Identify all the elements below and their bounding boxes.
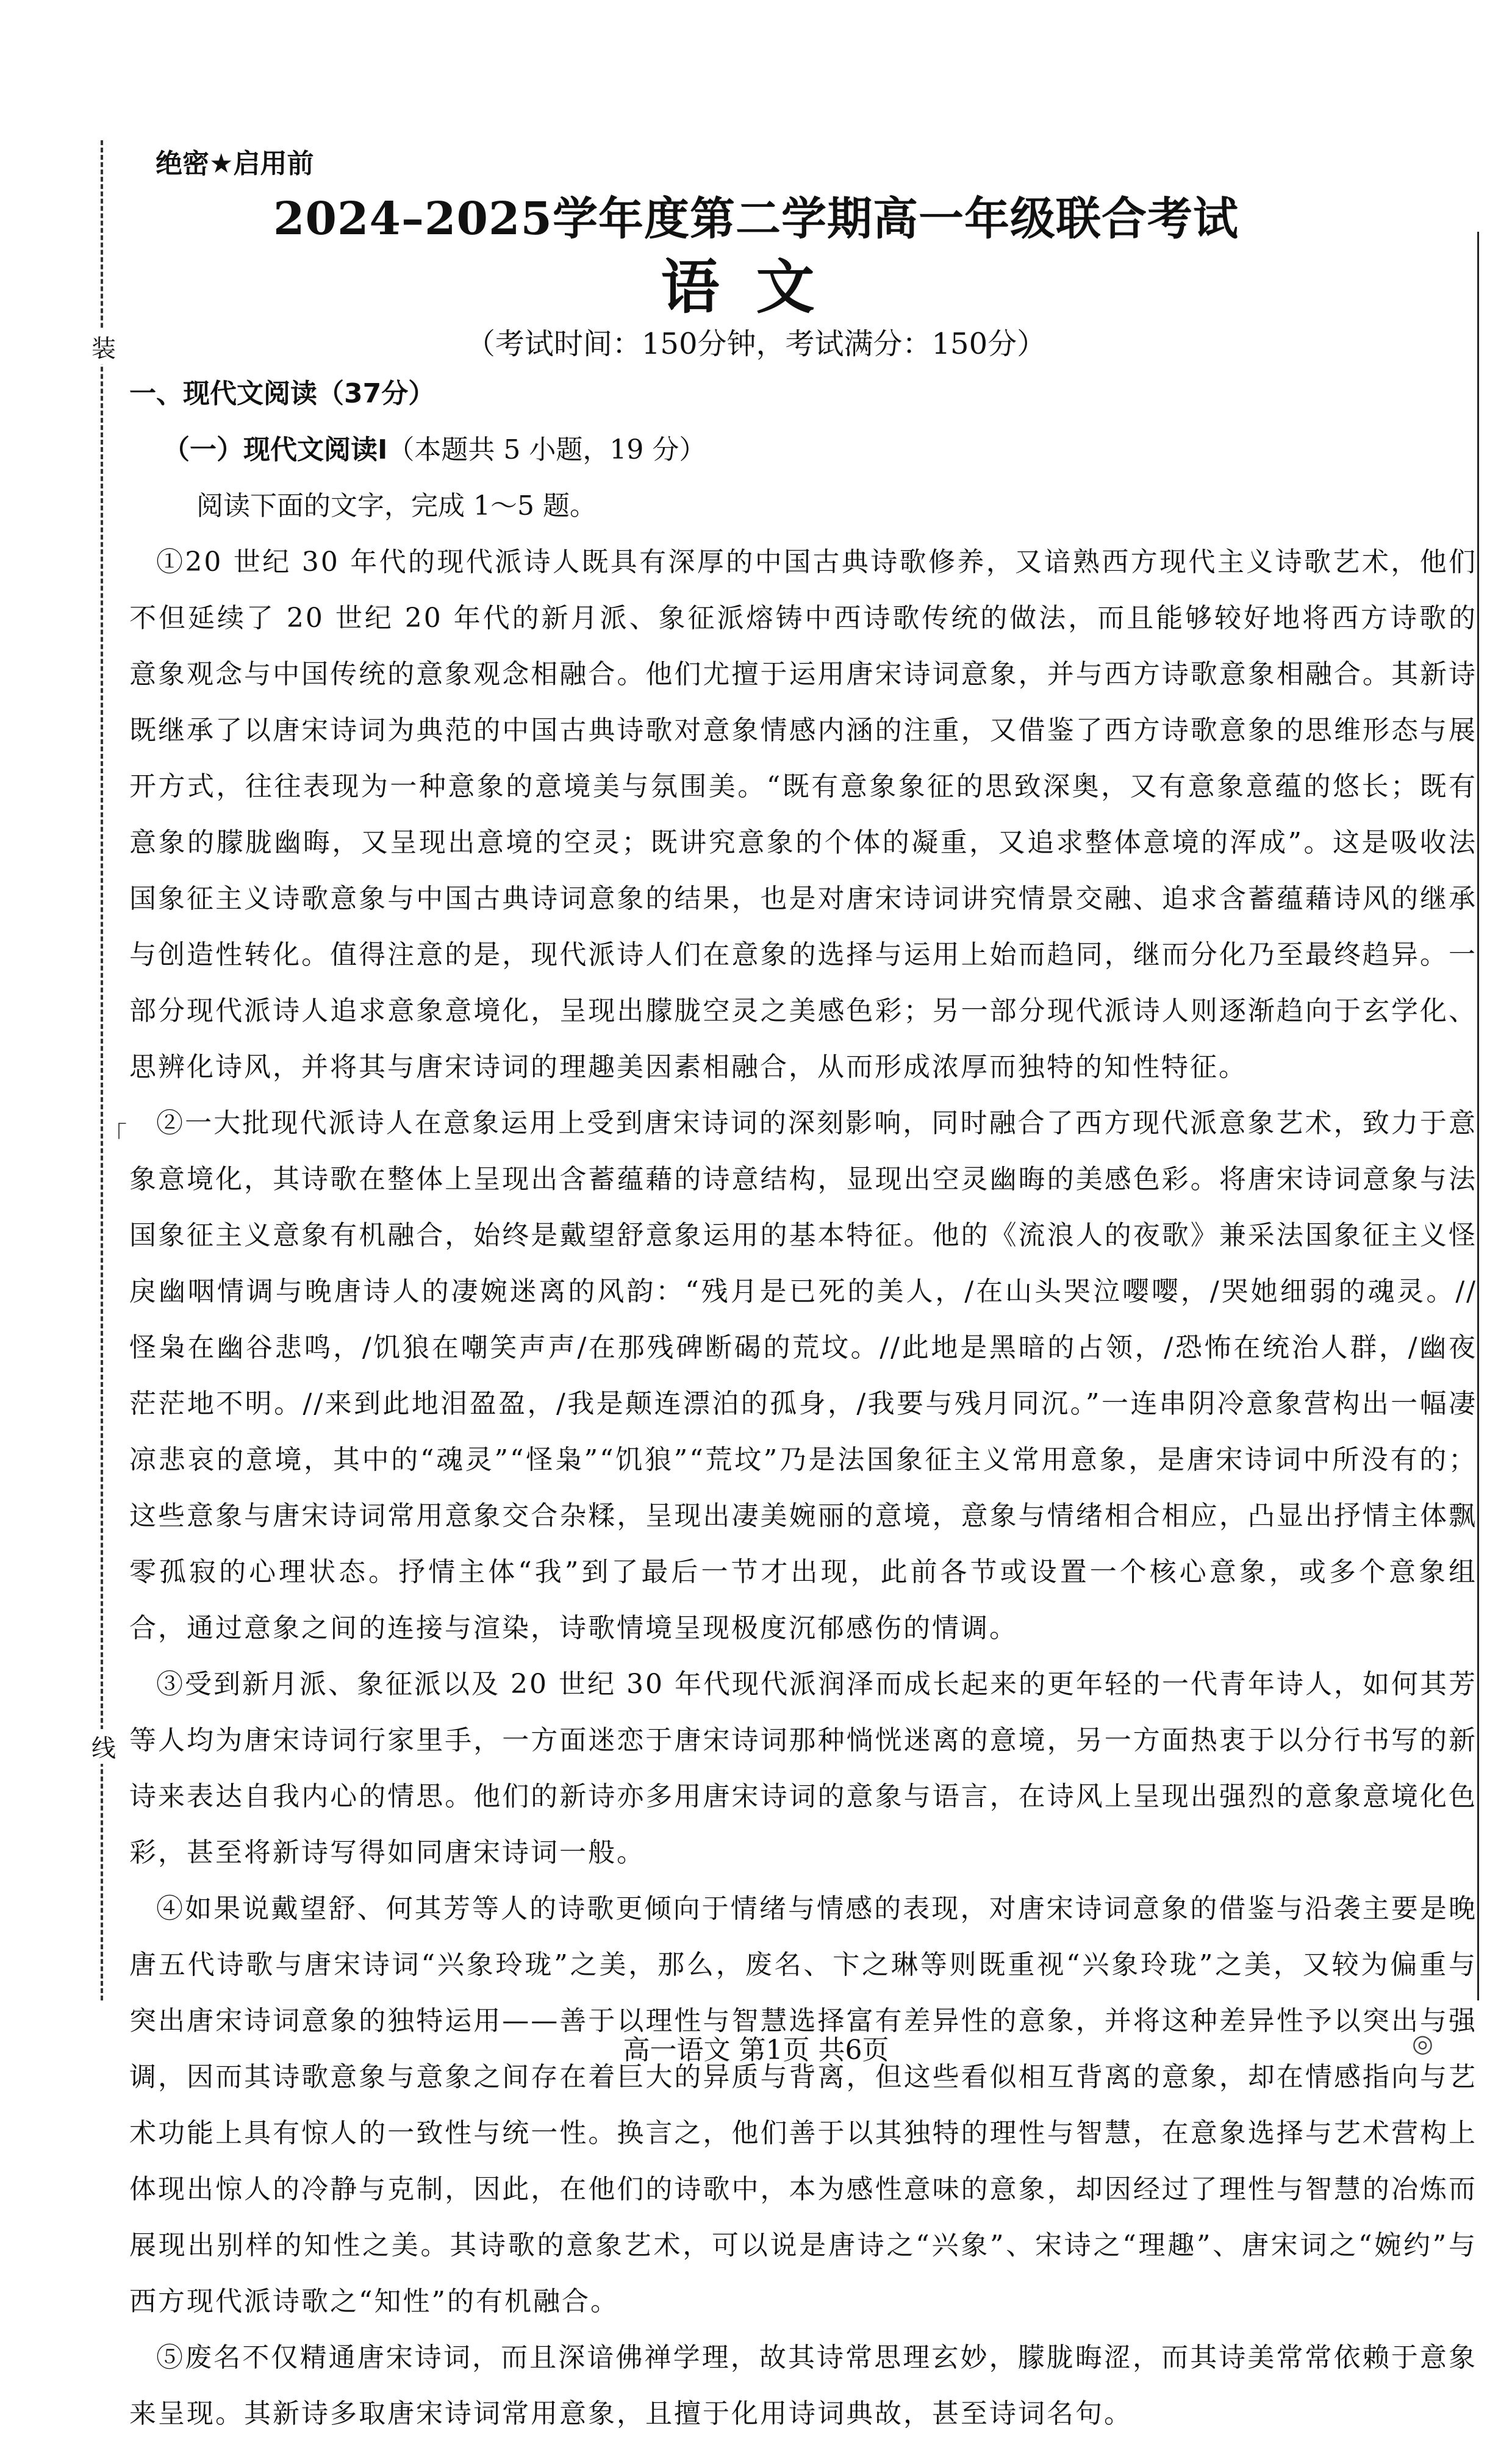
binding-cut-line xyxy=(101,140,103,2000)
page-footer: 高一语文 第1页 共6页 xyxy=(623,2035,889,2066)
sub-section-title: （一）现代文阅读Ⅰ xyxy=(163,434,388,465)
exam-title: 2024–2025学年度第二学期高一年级联合考试 xyxy=(273,193,1239,245)
sub-section-score: （本题共 5 小题，19 分） xyxy=(387,434,706,465)
corner-mark-icon: ◎ xyxy=(1412,2030,1433,2058)
passage-paragraph-5: ⑤废名不仅精通唐宋诗词，而且深谙佛禅学理，故其诗常思理玄妙，朦胧晦涩，而其诗美常常依赖于意象来呈现。其新诗多取唐宋诗词常用意象，且擅于化用诗词典故，甚至诗词名句。 xyxy=(129,2342,1477,2429)
right-border-line xyxy=(1477,232,1479,2000)
exam-time-info: （考试时间：150分钟，考试满分：150分） xyxy=(465,327,1047,361)
passage-paragraph-3: ③受到新月派、象征派以及 20 世纪 30 年代现代派润泽而成长起来的更年轻的一代青年诗人，如何其芳等人均为唐宋诗词行家里手，一方面迷恋于唐宋诗词那种惝恍迷离的意境，另一方面热衷于以分行书写的新诗来表达自我内心的情思。他们的新诗亦多用唐宋诗词的意象与语言，在诗风上呈现出强烈的意象意境化色彩，甚至将新诗写得如同唐宋诗词一般。 xyxy=(129,1669,1477,1868)
passage-paragraph-1: ①20 世纪 30 年代的现代派诗人既具有深厚的中国古典诗歌修养，又谙熟西方现代主义诗歌艺术，他们不但延续了 20 世纪 20 年代的新月派、象征派熔铸中西诗歌传统的做法，而且能够较好地将西方诗歌的意象观念与中国传统的意象观念相融合。他们尤擅于运用唐宋诗词意象，并与西方诗歌意象相融合。其新诗既继承了以唐宋诗词为典范的中国古典诗歌对意象情感内涵的注重，又借鉴了西方诗歌意象的思维形态与展开方式，往往表现为一种意象的意境美与氛围美。“既有意象象征的思致深奥，又有意象意蕴的悠长；既有意象的朦胧幽晦，又呈现出意境的空灵；既讲究意象的个体的凝重，又追求整体意境的浑成”。这是吸收法国象征主义诗歌意象与中国古典诗词意象的结果，也是对唐宋诗词讲究情景交融、追求含蓄蕴藉诗风的继承与创造性转化。值得注意的是，现代派诗人们在意象的选择与运用上始而趋同，继而分化乃至最终趋异。一部分现代派诗人追求意象意境化，呈现出朦胧空灵之美感色彩；另一部分现代派诗人则逐渐趋向于玄学化、思辨化诗风，并将其与唐宋诗词的理趣美因素相融合，从而形成浓厚而独特的知性特征。 xyxy=(129,546,1477,1083)
subject-title: 语文 xyxy=(661,253,851,321)
binding-mark-xian: 线 xyxy=(91,1729,116,1764)
confidential-label: 绝密★启用前 xyxy=(156,148,314,179)
passage-paragraph-2: ②一大批现代派诗人在意象运用上受到唐宋诗词的深刻影响，同时融合了西方现代派意象艺术，致力于意象意境化，其诗歌在整体上呈现出含蓄蕴藉的诗意结构，显现出空灵幽晦的美感色彩。将唐宋诗词意象与法国象征主义意象有机融合，始终是戴望舒意象运用的基本特征。他的《流浪人的夜歌》兼采法国象征主义怪戾幽咽情调与晚唐诗人的凄婉迷离的风韵：“残月是已死的美人，/在山头哭泣嘤嘤，/哭她细弱的魂灵。//怪枭在幽谷悲鸣，/饥狼在嘲笑声声/在那残碑断碣的荒坟。//此地是黑暗的占领，/恐怖在统治人群，/幽夜茫茫地不明。//来到此地泪盈盈，/我是颠连漂泊的孤身，/我要与残月同沉。”一连串阴冷意象营构出一幅凄凉悲哀的意境，其中的“魂灵”“怪枭”“饥狼”“荒坟”乃是法国象征主义常用意象，是唐宋诗词中所没有的；这些意象与唐宋诗词常用意象交合杂糅，呈现出凄美婉丽的意境，意象与情绪相合相应，凸显出抒情主体飘零孤寂的心理状态。抒情主体“我”到了最后一节才出现，此前各节或设置一个核心意象，或多个意象组合，通过意象之间的连接与渲染，诗歌情境呈现极度沉郁感伤的情调。 xyxy=(129,1108,1477,1644)
binding-mark-zhuang: 装 xyxy=(91,329,116,364)
section-heading: 一、现代文阅读（37分） xyxy=(129,378,435,409)
margin-bracket-mark: 「 xyxy=(102,1122,127,1150)
sub-section-heading xyxy=(129,422,1477,478)
passage-paragraph-4: ④如果说戴望舒、何其芳等人的诗歌更倾向于情绪与情感的表现，对唐宋诗词意象的借鉴与沿袭主要是晚唐五代诗歌与唐宋诗词“兴象玲珑”之美，那么，废名、卞之琳等则既重视“兴象玲珑”之美，又较为偏重与突出唐宋诗词意象的独特运用——善于以理性与智慧选择富有差异性的意象，并将这种差异性予以突出与强调，因而其诗歌意象与意象之间存在着巨大的异质与背离，但这些看似相互背离的意象，却在情感指向与艺术功能上具有惊人的一致性与统一性。换言之，他们善于以其独特的理性与智慧，在意象选择与艺术营构上体现出惊人的冷静与克制，因此，在他们的诗歌中，本为感性意味的意象，却因经过了理性与智慧的冶炼而展现出别样的知性之美。其诗歌的意象艺术，可以说是唐诗之“兴象”、宋诗之“理趣”、唐宋词之“婉约”与西方现代派诗歌之“知性”的有机融合。 xyxy=(129,1893,1477,2317)
reading-instruction: 阅读下面的文字，完成 1～5 题。 xyxy=(196,490,597,521)
exam-content xyxy=(129,366,1477,2442)
